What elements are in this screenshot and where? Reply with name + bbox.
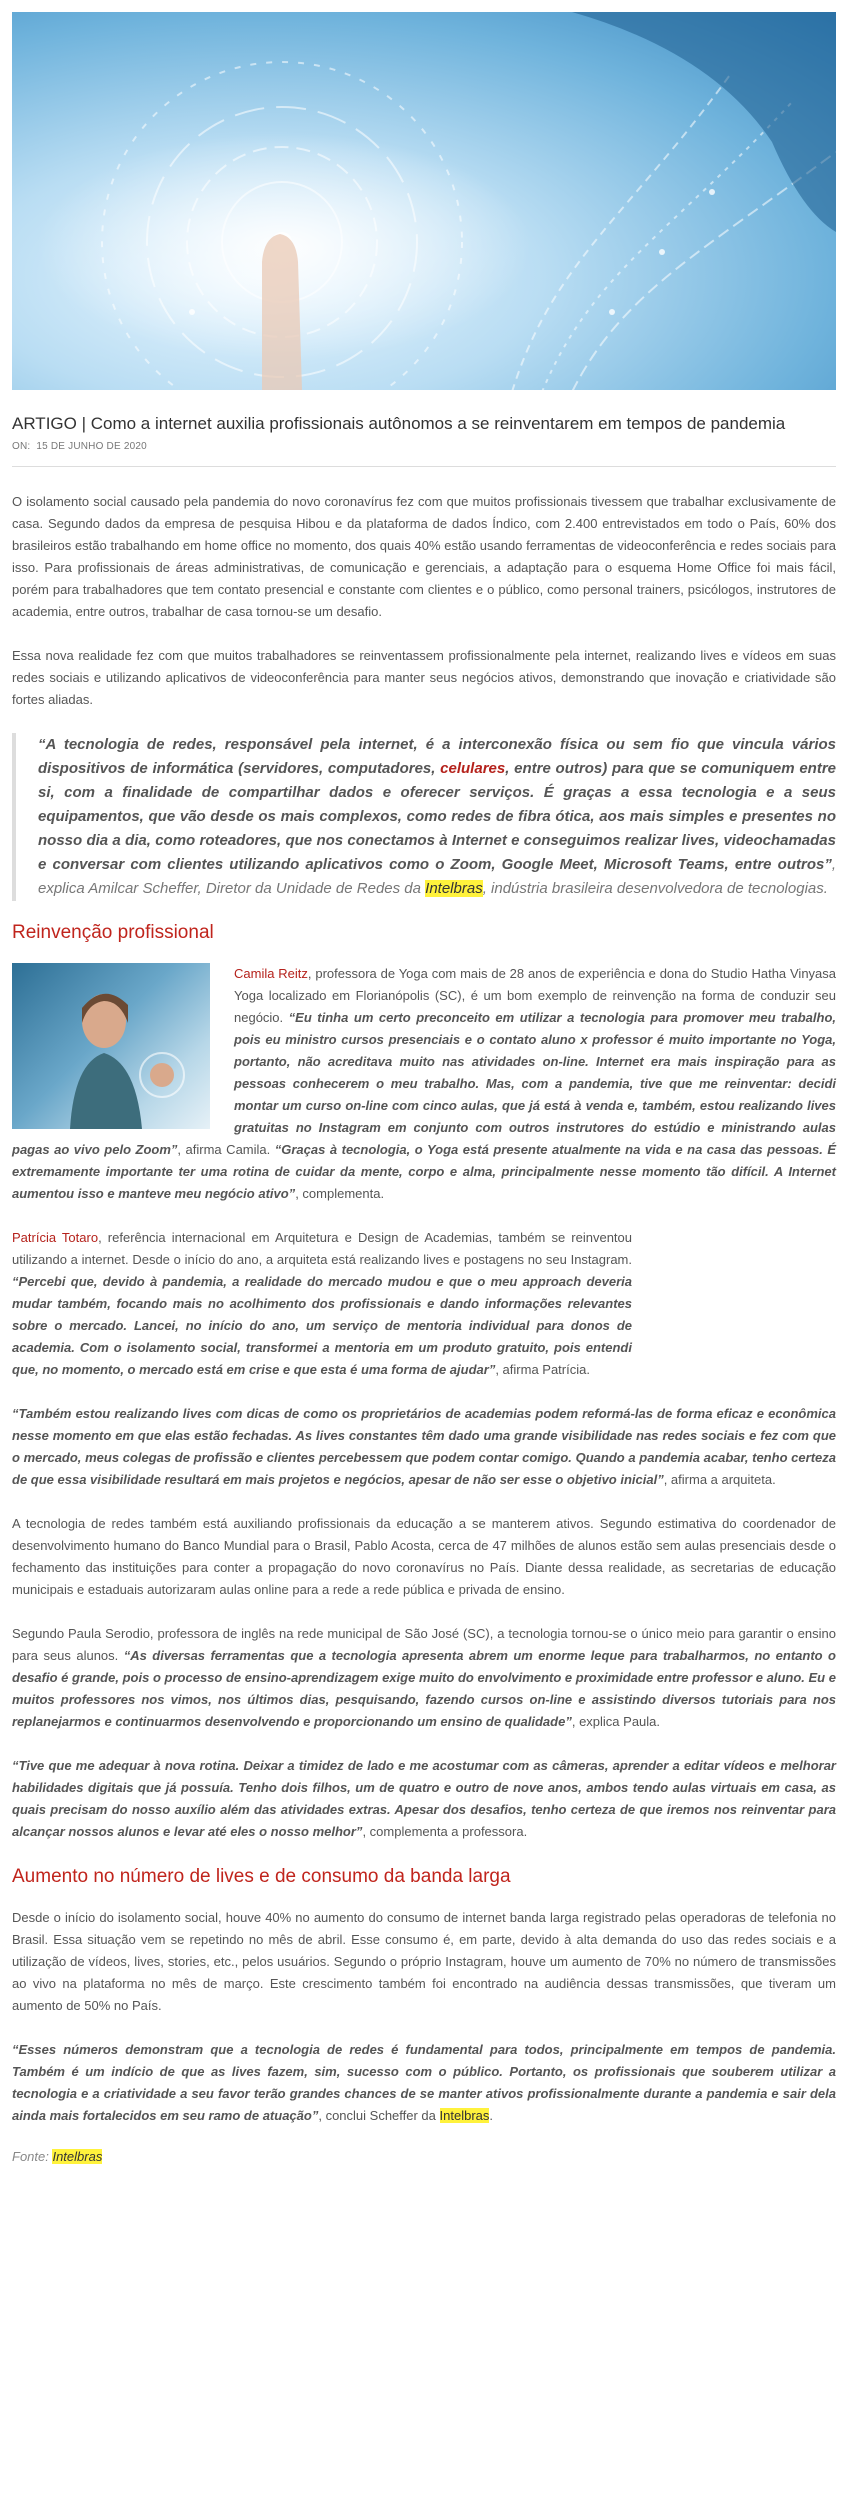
education-paragraph: A tecnologia de redes também está auxiliando profissionais da educação a se manterem ativos. Segundo estimativa do coordenador de desenvolvimento humano do Banco Mundial para o Brasil, Pablo Acosta, cerca de 47 milhões de alunos estão sem aulas presenciais desde o fechamento das instituições para conter a propagação do novo coronavírus no País. Diante dessa realidade, as secretarias de educação municipais e estaduais autorizaram aulas online para a rede a rede pública e privada de ensino. — [12, 1516, 836, 1597]
paula-paragraph — [12, 1623, 836, 1733]
broadband-paragraph: Desde o início do isolamento social, houve 40% no aumento do consumo de internet banda larga registrado pelas operadoras de telefonia no Brasil. Essa situação vem se repetindo no mês de abril. Esse consumo é, em parte, devido à alta demanda do uso das redes sociais e a utilização de vídeos, lives, stories, etc., pelos usuários. Segundo o próprio Instagram, houve um aumento de 70% no número de transmissões ao vivo na plataforma no mês de março. Este crescimento também foi encontrado na audiência dessas transmissões, que tiveram um aumento de 50% no País. — [12, 1910, 836, 2013]
intro-paragraph-2: Essa nova realidade fez com que muitos trabalhadores se reinventassem profissionalmente pela internet, realizando lives e vídeos em suas redes sociais e utilizando aplicativos de videoconferência para manter seus negócios ativos, demonstrando que inovação e criatividade são fortes aliadas. — [12, 648, 836, 707]
camila-intro: , professora de Yoga com mais de 28 anos de experiência e dona do Studio Hatha Vinyasa Yoga localizado em Florianópolis (SC), é um bom exemplo de reinvenção na forma de conduzir seu negócio. — [234, 966, 837, 1025]
quote-attribution-2: , indústria brasileira desenvolvedora de tecnologias. — [482, 880, 828, 897]
intelbras-highlight-2[interactable]: Intelbras — [439, 2108, 490, 2123]
paula-quote-2: “Tive que me adequar à nova rotina. Deixar a timidez de lado e me acostumar com as câmeras, aprender a editar vídeos e melhorar habilidades digitais que já possuía. Tenho dois filhos, um de quatro e outro de nove anos, ambos tendo aulas virtuais em casa, as quais precisam do nosso auxílio além das atividades extras. Apesar dos desafios, tenho certeza de que iremos nos reinventar para alcançar nossos alunos e levar até eles o nosso melhor” — [12, 1758, 836, 1839]
quote-attribution-1: , explica Amilcar Scheffer, Diretor da Unidade de Redes da — [38, 856, 836, 897]
hero-image — [12, 12, 836, 390]
section-heading-reinvencao: Reinvenção profissional — [12, 922, 214, 943]
hero-illustration — [12, 12, 836, 390]
source-link[interactable]: Intelbras — [52, 2149, 103, 2164]
intelbras-highlight[interactable]: Intelbras — [425, 880, 483, 897]
expert-blockquote — [12, 733, 836, 901]
blockquote-text — [38, 733, 836, 901]
date-value: 15 DE JUNHO DE 2020 — [36, 441, 147, 452]
conclusion-end: , conclui Scheffer da — [318, 2108, 440, 2123]
camila-quote-2: “Graças à tecnologia, o Yoga está presente atualmente na vida e na casa das pessoas. É extremamente importante ter uma rotina de cuidar da mente, corpo e alma, principalmente nesse momento tão difícil. A Internet aumentou isso e manteve meu negócio ativo” — [12, 1142, 836, 1201]
conclusion-quote: “Esses números demonstram que a tecnologia de redes é fundamental para todos, principalmente em tempos de pandemia. Também é um indício de que as lives fazem, sim, sucesso com o público. Portanto, os profissionais que souberem utilizar a tecnologia e a criatividade a seu favor terão grandes chances de se manter ativos profissionalmente durante a pandemia e sair dela ainda mais fortalecidos em seu ramo de atuação” — [12, 2042, 836, 2123]
conclusion-paragraph — [12, 2039, 836, 2127]
patricia2-end: , afirma a arquiteta. — [663, 1472, 776, 1487]
quote-part-1: “A tecnologia de redes, responsável pela internet, é a interconexão física ou sem fio que vincula vários dispositivos de informática (servidores, computadores, — [38, 736, 836, 777]
section-heading-lives: Aumento no número de lives e de consumo da banda larga — [12, 1866, 511, 1887]
paula-quote: “As diversas ferramentas que a tecnologia apresenta abrem um enorme leque para trabalharmos, no entanto o desafio é grande, pois o processo de ensino-aprendizagem exige muito do envolvimento e proximidade entre professor e aluno. Eu e muitos professores nos vimos, nos últimos dias, pesquisando, fazendo cursos on-line e assistindo diversos tutoriais para nos replanejarmos e continuarmos desenvolvendo e proporcionando um ensino de qualidade” — [12, 1648, 836, 1729]
article-date — [12, 441, 836, 452]
celulares-link[interactable]: celulares — [440, 760, 506, 777]
patricia-quote-2: “Também estou realizando lives com dicas de como os proprietários de academias podem reformá-las de forma eficaz e econômica nesse momento em que elas estão fechadas. As lives constantes têm dado uma grande visibilidade nas redes sociais e fez com que o mercado, meus colegas de profissão e clientes percebessem que podem contar comigo. Quando a pandemia acabar, tenho certeza de que essa visibilidade resultará em mais projetos e negócios, apesar de não ser esse o objetivo inicial” — [12, 1406, 836, 1487]
patricia-paragraph-2 — [12, 1403, 836, 1491]
camila-name-link[interactable]: Camila Reitz — [234, 966, 308, 981]
yoga-photo — [12, 963, 210, 1129]
conclusion-end-2: . — [489, 2108, 494, 2123]
date-prefix: ON: — [12, 441, 31, 452]
quote-part-2: , entre outros) para que se comuniquem entre si, com a finalidade de compartilhar dados e oferecer serviços. É graças a essa tecnologia e a seus equipamentos, que vão desde os mais complexos, como redes de fibra ótica, aos mais simples e presentes no nosso dia a dia, como roteadores, que nos conectamos à Internet e conseguimos realizar lives, videochamadas e conversar com clientes utilizando aplicativos como o Zoom, Google Meet, Microsoft Teams, entre outros” — [38, 760, 836, 873]
camila-mid: , afirma Camila. — [177, 1142, 275, 1157]
title-divider — [12, 466, 836, 467]
intro-paragraph-1: O isolamento social causado pela pandemia do novo coronavírus fez com que muitos profissionais tivessem que trabalhar exclusivamente de casa. Segundo dados da empresa de pesquisa Hibou e da plataforma de dados Índico, com 2.400 entrevistados em todo o País, 60% dos brasileiros estão trabalhando em home office no momento, dos quais 40% estão usando ferramentas de videoconferência e redes sociais para isso. Para profissionais de áreas administrativas, de comunicação e gerenciais, a adaptação para o esquema Home Office foi mais fácil, porém para trabalhadores que tem contato presencial e constante com clientes e o público, como personal trainers, psicólogos, instrutores de academia, entre outros, trabalhar de casa tornou-se um desafio. — [12, 494, 836, 619]
patricia-quote: “Percebi que, devido à pandemia, a realidade do mercado mudou e que o meu approach deveria mudar também, focando mais no acolhimento dos profissionais e dando informações relevantes sobre o mercado. Lancei, no início do ano, um serviço de mentoria individual para donos de academia. Com o isolamento social, transformei a mentoria em um produto gratuito, pois entendi que, no momento, o mercado está em crise e que esta é uma forma de ajudar” — [12, 1274, 632, 1377]
patricia-paragraph — [12, 1227, 632, 1381]
source-label: Fonte: — [12, 2149, 53, 2164]
paula-intro: Segundo Paula Serodio, professora de inglês na rede municipal de São José (SC), a tecnologia tornou-se o único meio para garantir o ensino para seus alunos. — [12, 1626, 836, 1663]
paula-paragraph-2 — [12, 1755, 836, 1843]
paula-end: , explica Paula. — [571, 1714, 661, 1729]
source-line — [12, 2149, 836, 2164]
patricia-name-link[interactable]: Patrícia Totaro — [12, 1230, 99, 1245]
camila-quote-1: “Eu tinha um certo preconceito em utilizar a tecnologia para promover meu trabalho, pois eu ministro cursos presenciais e o contato aluno x professor é muito importante no Yoga, portanto, não acreditava muito nas atividades on-line. Internet era mais inspiração para as pessoas conhecerem o meu trabalho. Mas, com a pandemia, tive que me reinventar: decidi montar um curso on-line com cinco aulas, que já está à venda e, também, estou realizando lives gratuitas no Instagram em conjunto com outros instrutores do estúdio e ministrando aulas pagas ao vivo pelo Zoom” — [12, 1010, 836, 1157]
article-page — [12, 0, 836, 2164]
patricia-end: , afirma Patrícia. — [495, 1362, 590, 1377]
article-title: ARTIGO | Como a internet auxilia profissionais autônomos a se reinventarem em tempos de pandemia — [12, 414, 786, 433]
yoga-illustration — [12, 963, 210, 1129]
camila-end: , complementa. — [295, 1186, 385, 1201]
paula2-end: , complementa a professora. — [362, 1824, 528, 1839]
patricia-intro: , referência internacional em Arquitetura e Design de Academias, também se reinventou utilizando a internet. Desde o início do ano, a arquiteta está realizando lives e postagens no seu Instagram. — [12, 1230, 632, 1267]
